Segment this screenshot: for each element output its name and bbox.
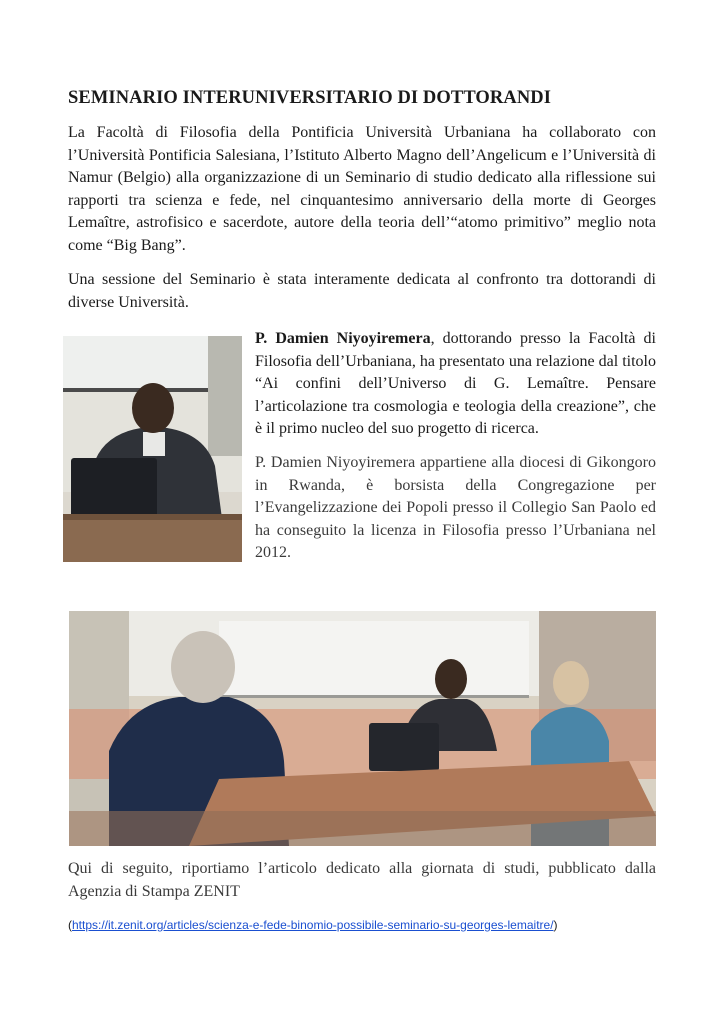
speaker-paragraph-text: , dottorando presso la Facoltà di Filosofia dell’Urbaniana, ha presentato una relazione dal titolo “Ai confini dell’Universo di G. Lemaître. Pensare l’articolazione tra cosmologia e teologia della creazione”, che è il primo nucleo del suo progetto di ricerca. <box>255 330 656 437</box>
zenit-article-link[interactable]: https://it.zenit.org/articles/scienza-e-fede-binomio-possibile-seminario-su-georges-lemaitre/ <box>72 918 554 932</box>
speaker-name: P. Damien Niyoyiremera <box>255 330 431 347</box>
paren-open: ( <box>68 918 72 932</box>
page-title: SEMINARIO INTERUNIVERSITARIO DI DOTTORANDI <box>68 88 552 108</box>
seminar-photo <box>69 611 656 846</box>
speaker-photo <box>63 336 242 562</box>
paren-close: ) <box>553 918 558 932</box>
intro-paragraph: La Facoltà di Filosofia della Pontificia Università Urbaniana ha collaborato con l’Università Pontificia Salesiana, l’Istituto Alberto Magno dell’Angelicum e l’Università di Namur (Belgio) alla organizzazione di un Seminario di studio dedicato alla riflessione sui rapporti tra scienza e fede, nel cinquantesimo anniversario della morte di Georges Lemaître, astrofisico e sacerdote, autore della teoria dell’“atomo primitivo” meglio nota come “Big Bang”. <box>68 124 656 254</box>
speaker-paragraph <box>255 328 656 441</box>
bio-paragraph: P. Damien Niyoyiremera appartiene alla diocesi di Gikongoro in Rwanda, è borsista della Congregazione per l’Evangelizzazione dei Popoli presso il Collegio San Paolo ed ha conseguito la licenza in Filosofia presso l’Urbaniana nel 2012. <box>255 454 656 561</box>
session-paragraph: Una sessione del Seminario è stata interamente dedicata al confronto tra dottorandi di diverse Università. <box>68 271 656 311</box>
article-intro: Qui di seguito, riportiamo l’articolo dedicato alla giornata di studi, pubblicato dalla Agenzia di Stampa ZENIT <box>68 860 656 900</box>
source-link-line <box>68 918 668 932</box>
